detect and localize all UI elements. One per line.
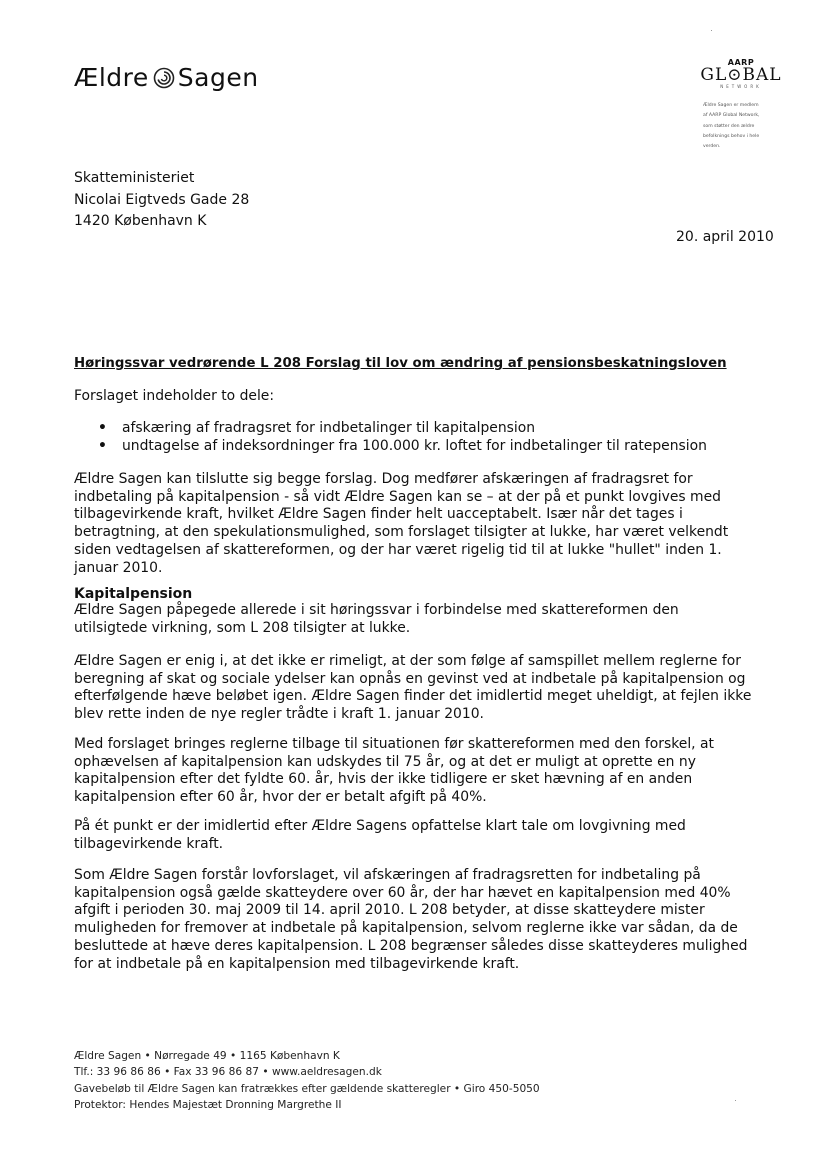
text-line: for at indbetale på en kapitalpension med tilbagevirkende kraft. [74, 955, 520, 972]
text-line: januar 2010. [74, 559, 163, 576]
text-line: betragtning, at den spekulationsmulighed, som forslaget tilsigter at lukke, har været velkendt [74, 524, 729, 541]
text-line: kapitalpension også gælde skatteydere over 60 år, der har hævet en kapitalpension med 40% [74, 884, 731, 901]
footer-patron: Protektor: Hendes Majestæt Dronning Margrethe II [74, 1099, 342, 1112]
text-line: Som Ældre Sagen forstår lovforslaget, vil afskæringen af fradragsretten for indbetaling på [74, 867, 701, 883]
aarp-membership-note [703, 101, 791, 152]
scan-speck [735, 1100, 736, 1101]
text-line: Ældre Sagen er enig i, at det ikke er rimeligt, at der som følge af samspillet mellem reglerne for [74, 653, 741, 669]
swirl-logo-icon [153, 67, 175, 89]
paragraph-3 [74, 653, 764, 724]
text-line: efterfølgende hæve beløbet igen. Ældre Sagen finder det imidlertid meget uheldigt, at fejlen ikke [74, 688, 752, 705]
text-line: siden vedtagelsen af skattereformen, og der har været rigelig tid til at lukke "hullet" inden 1. [74, 541, 722, 558]
logo-text-right: Sagen [177, 63, 259, 92]
text-line: beregning af skat og sociale ydelser kan opnås en gevinst ved at indbetale på kapitalpension og [74, 670, 746, 687]
footer-address: Ældre Sagen • Nørregade 49 • 1165 København K [74, 1050, 340, 1062]
aarp-note-line: Ældre Sagen er medlem [703, 103, 759, 108]
logo-text-left: Ældre [74, 63, 149, 92]
network-label: NETWORK [720, 84, 762, 89]
text-line: tilbagevirkende kraft. [74, 835, 224, 852]
aarp-note-line: verden. [703, 144, 721, 150]
subheading-kapitalpension: Kapitalpension [74, 586, 193, 602]
bullet-list [98, 420, 707, 456]
paragraph-6 [74, 867, 764, 973]
footer-contact: Tlf.: 33 96 86 86 • Fax 33 96 86 87 • www.aeldresagen.dk [74, 1066, 382, 1079]
aarp-note-line: befolknings behov i hele [703, 133, 760, 139]
bullet-icon: • [98, 437, 107, 454]
recipient-street: Nicolai Eigtveds Gade 28 [74, 191, 250, 208]
letter-heading: Høringssvar vedrørende L 208 Forslag til lov om ændring af pensionsbeskatningsloven [74, 356, 727, 371]
intro-line: Forslaget indeholder to dele: [74, 388, 275, 404]
bullet-icon: • [98, 420, 107, 436]
letter-footer [74, 1048, 540, 1114]
aarp-note-line: som støtter den ældre [703, 123, 755, 129]
letter-date: 20. april 2010 [676, 229, 774, 245]
aarp-global-network-logo [696, 58, 786, 89]
bullet-text: undtagelse af indeksordninger fra 100.000 kr. loftet for indbetalinger til ratepension [122, 437, 707, 454]
text-line: blev rette inden de nye regler trådte i kraft 1. januar 2010. [74, 706, 484, 723]
paragraph-2 [74, 602, 764, 637]
text-line: kapitalpension efter 60 år, hvor der er betalt afgift på 40%. [74, 789, 487, 806]
text-line: Ældre Sagen påpegede allerede i sit høringssvar i forbindelse med skattereformen den [74, 602, 679, 618]
text-line: På ét punkt er der imidlertid efter Ældre Sagens opfattelse klart tale om lovgivning med [74, 818, 686, 834]
footer-donation-info: Gavebeløb til Ældre Sagen kan fratrækkes efter gældende skatteregler • Giro 450-5050 [74, 1082, 540, 1095]
paragraph-4 [74, 736, 764, 807]
recipient-address [74, 168, 249, 233]
recipient-city: 1420 København K [74, 213, 207, 229]
global-label: GL⊙BAL [700, 65, 782, 85]
text-line: ophævelsen af kapitalpension kan udskydes til 75 år, og at det er muligt at oprette en ny [74, 753, 696, 770]
aeldre-sagen-logo [74, 63, 259, 92]
text-line: besluttede at hæve deres kapitalpension. L 208 begrænser således disse skatteyderes mulighed [74, 937, 748, 954]
list-item [98, 438, 707, 456]
intro-text [74, 388, 764, 406]
bullet-text: afskæring af fradragsret for indbetalinger til kapitalpension [122, 420, 536, 436]
text-line: afgift i perioden 30. maj 2009 til 14. april 2010. L 208 betyder, at disse skatteydere mister [74, 902, 705, 919]
paragraph-1 [74, 471, 764, 577]
text-line: Ældre Sagen kan tilslutte sig begge forslag. Dog medfører afskæringen af fradragsret for [74, 471, 693, 487]
text-line: kapitalpension efter det fyldte 60. år, hvis der ikke tidligere er sket hævning af en anden [74, 771, 693, 788]
text-line: tilbagevirkende kraft, hvilket Ældre Sagen finder helt uacceptabelt. Især når det tages i [74, 506, 683, 523]
text-line: muligheden for fremover at indbetale på kapitalpension, selvom reglerne ikke var sådan, da de [74, 920, 738, 937]
recipient-name: Skatteministeriet [74, 170, 195, 186]
text-line: Med forslaget bringes reglerne tilbage til situationen før skattereformen med den forskel, at [74, 736, 714, 752]
aarp-label: AARP [727, 58, 755, 67]
text-line: indbetaling på kapitalpension - så vidt Ældre Sagen kan se – at der på et punkt lovgives med [74, 488, 721, 505]
list-item [98, 420, 707, 438]
scan-speck [711, 30, 712, 31]
aarp-note-line: af AARP Global Network, [703, 113, 760, 119]
text-line: utilsigtede virkning, som L 208 tilsigter at lukke. [74, 619, 411, 636]
paragraph-5 [74, 818, 764, 853]
